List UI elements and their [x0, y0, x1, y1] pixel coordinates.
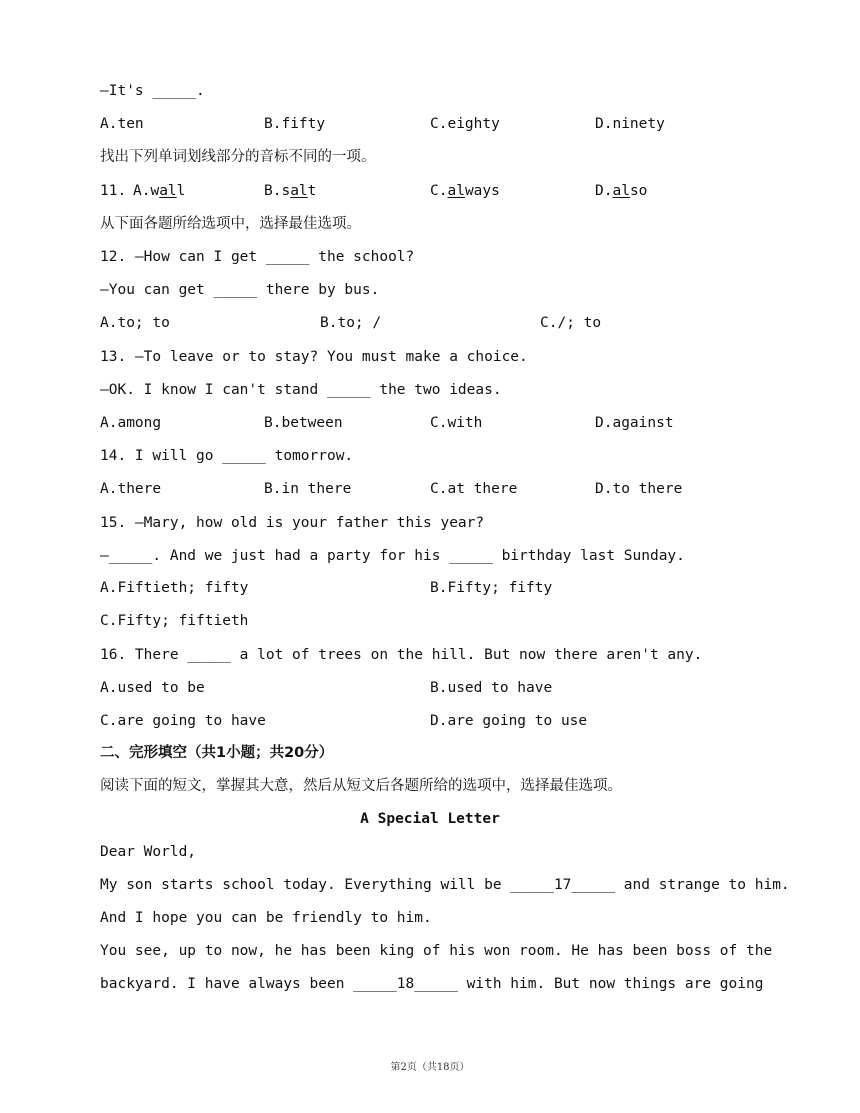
q10-option-b: B.fifty [264, 116, 326, 132]
q10-option-c: C.eighty [430, 116, 500, 132]
q13-option-c: C.with [430, 415, 483, 431]
passage-salutation: Dear World, [100, 844, 197, 860]
q14-option-d: D.to there [595, 481, 683, 497]
q16-option-d: D.are going to use [430, 713, 588, 729]
q10-option-d: D.ninety [595, 116, 665, 132]
q13-option-a: A.among [100, 415, 162, 431]
phonetics-instruction: 找出下列单词划线部分的音标不同的一项。 [100, 149, 376, 165]
q16-option-b: B.used to have [430, 680, 553, 696]
passage-line-2: And I hope you can be friendly to him. [100, 910, 432, 926]
q10-answer-line: —It's _____. [100, 83, 205, 99]
q11-option-d: D.also [595, 183, 648, 199]
q13-stem: 13. —To leave or to stay? You must make a choice. [100, 349, 528, 365]
q12-stem: 12. —How can I get _____ the school? [100, 249, 415, 265]
q11-option-c: C.always [430, 183, 500, 199]
q16-stem: 16. There _____ a lot of trees on the hill. But now there aren't any. [100, 647, 703, 663]
passage-line-4: backyard. I have always been _____18_____ with him. But now things are going [100, 976, 764, 992]
section-2-heading: 二、完形填空（共1小题；共20分） [100, 745, 334, 761]
q11-option-b: B.salt [264, 183, 317, 199]
passage-line-3: You see, up to now, he has been king of his won room. He has been boss of the [100, 943, 773, 959]
q15-option-b: B.Fifty; fifty [430, 580, 553, 596]
q12-option-a: A.to; to [100, 315, 170, 331]
q15-option-c: C.Fifty; fiftieth [100, 613, 249, 629]
q12-option-b: B.to; / [320, 315, 382, 331]
q14-option-c: C.at there [430, 481, 518, 497]
section-2-instruction: 阅读下面的短文，掌握其大意，然后从短文后各题所给的选项中，选择最佳选项。 [100, 778, 622, 794]
q12-answer-line: —You can get _____ there by bus. [100, 282, 380, 298]
q14-option-a: A.there [100, 481, 162, 497]
q15-option-a: A.Fiftieth; fifty [100, 580, 249, 596]
q14-stem: 14. I will go _____ tomorrow. [100, 448, 354, 464]
q12-option-c: C./; to [540, 315, 602, 331]
page-number-footer: 第2页（共18页） [390, 1062, 470, 1073]
q11-option-a: A.wall [133, 183, 186, 199]
choice-instruction: 从下面各题所给选项中，选择最佳选项。 [100, 216, 361, 232]
q16-option-c: C.are going to have [100, 713, 266, 729]
q13-option-d: D.against [595, 415, 674, 431]
passage-title: A Special Letter [360, 811, 500, 827]
q10-option-a: A.ten [100, 116, 144, 132]
q13-option-b: B.between [264, 415, 343, 431]
q15-answer-line: —_____. And we just had a party for his _____ birthday last Sunday. [100, 548, 685, 564]
q15-stem: 15. —Mary, how old is your father this year? [100, 515, 485, 531]
q13-answer-line: —OK. I know I can't stand _____ the two ideas. [100, 382, 502, 398]
q14-option-b: B.in there [264, 481, 352, 497]
q16-option-a: A.used to be [100, 680, 205, 696]
passage-line-1: My son starts school today. Everything will be _____17_____ and strange to him. [100, 877, 790, 893]
q11-number: 11. [100, 183, 127, 199]
